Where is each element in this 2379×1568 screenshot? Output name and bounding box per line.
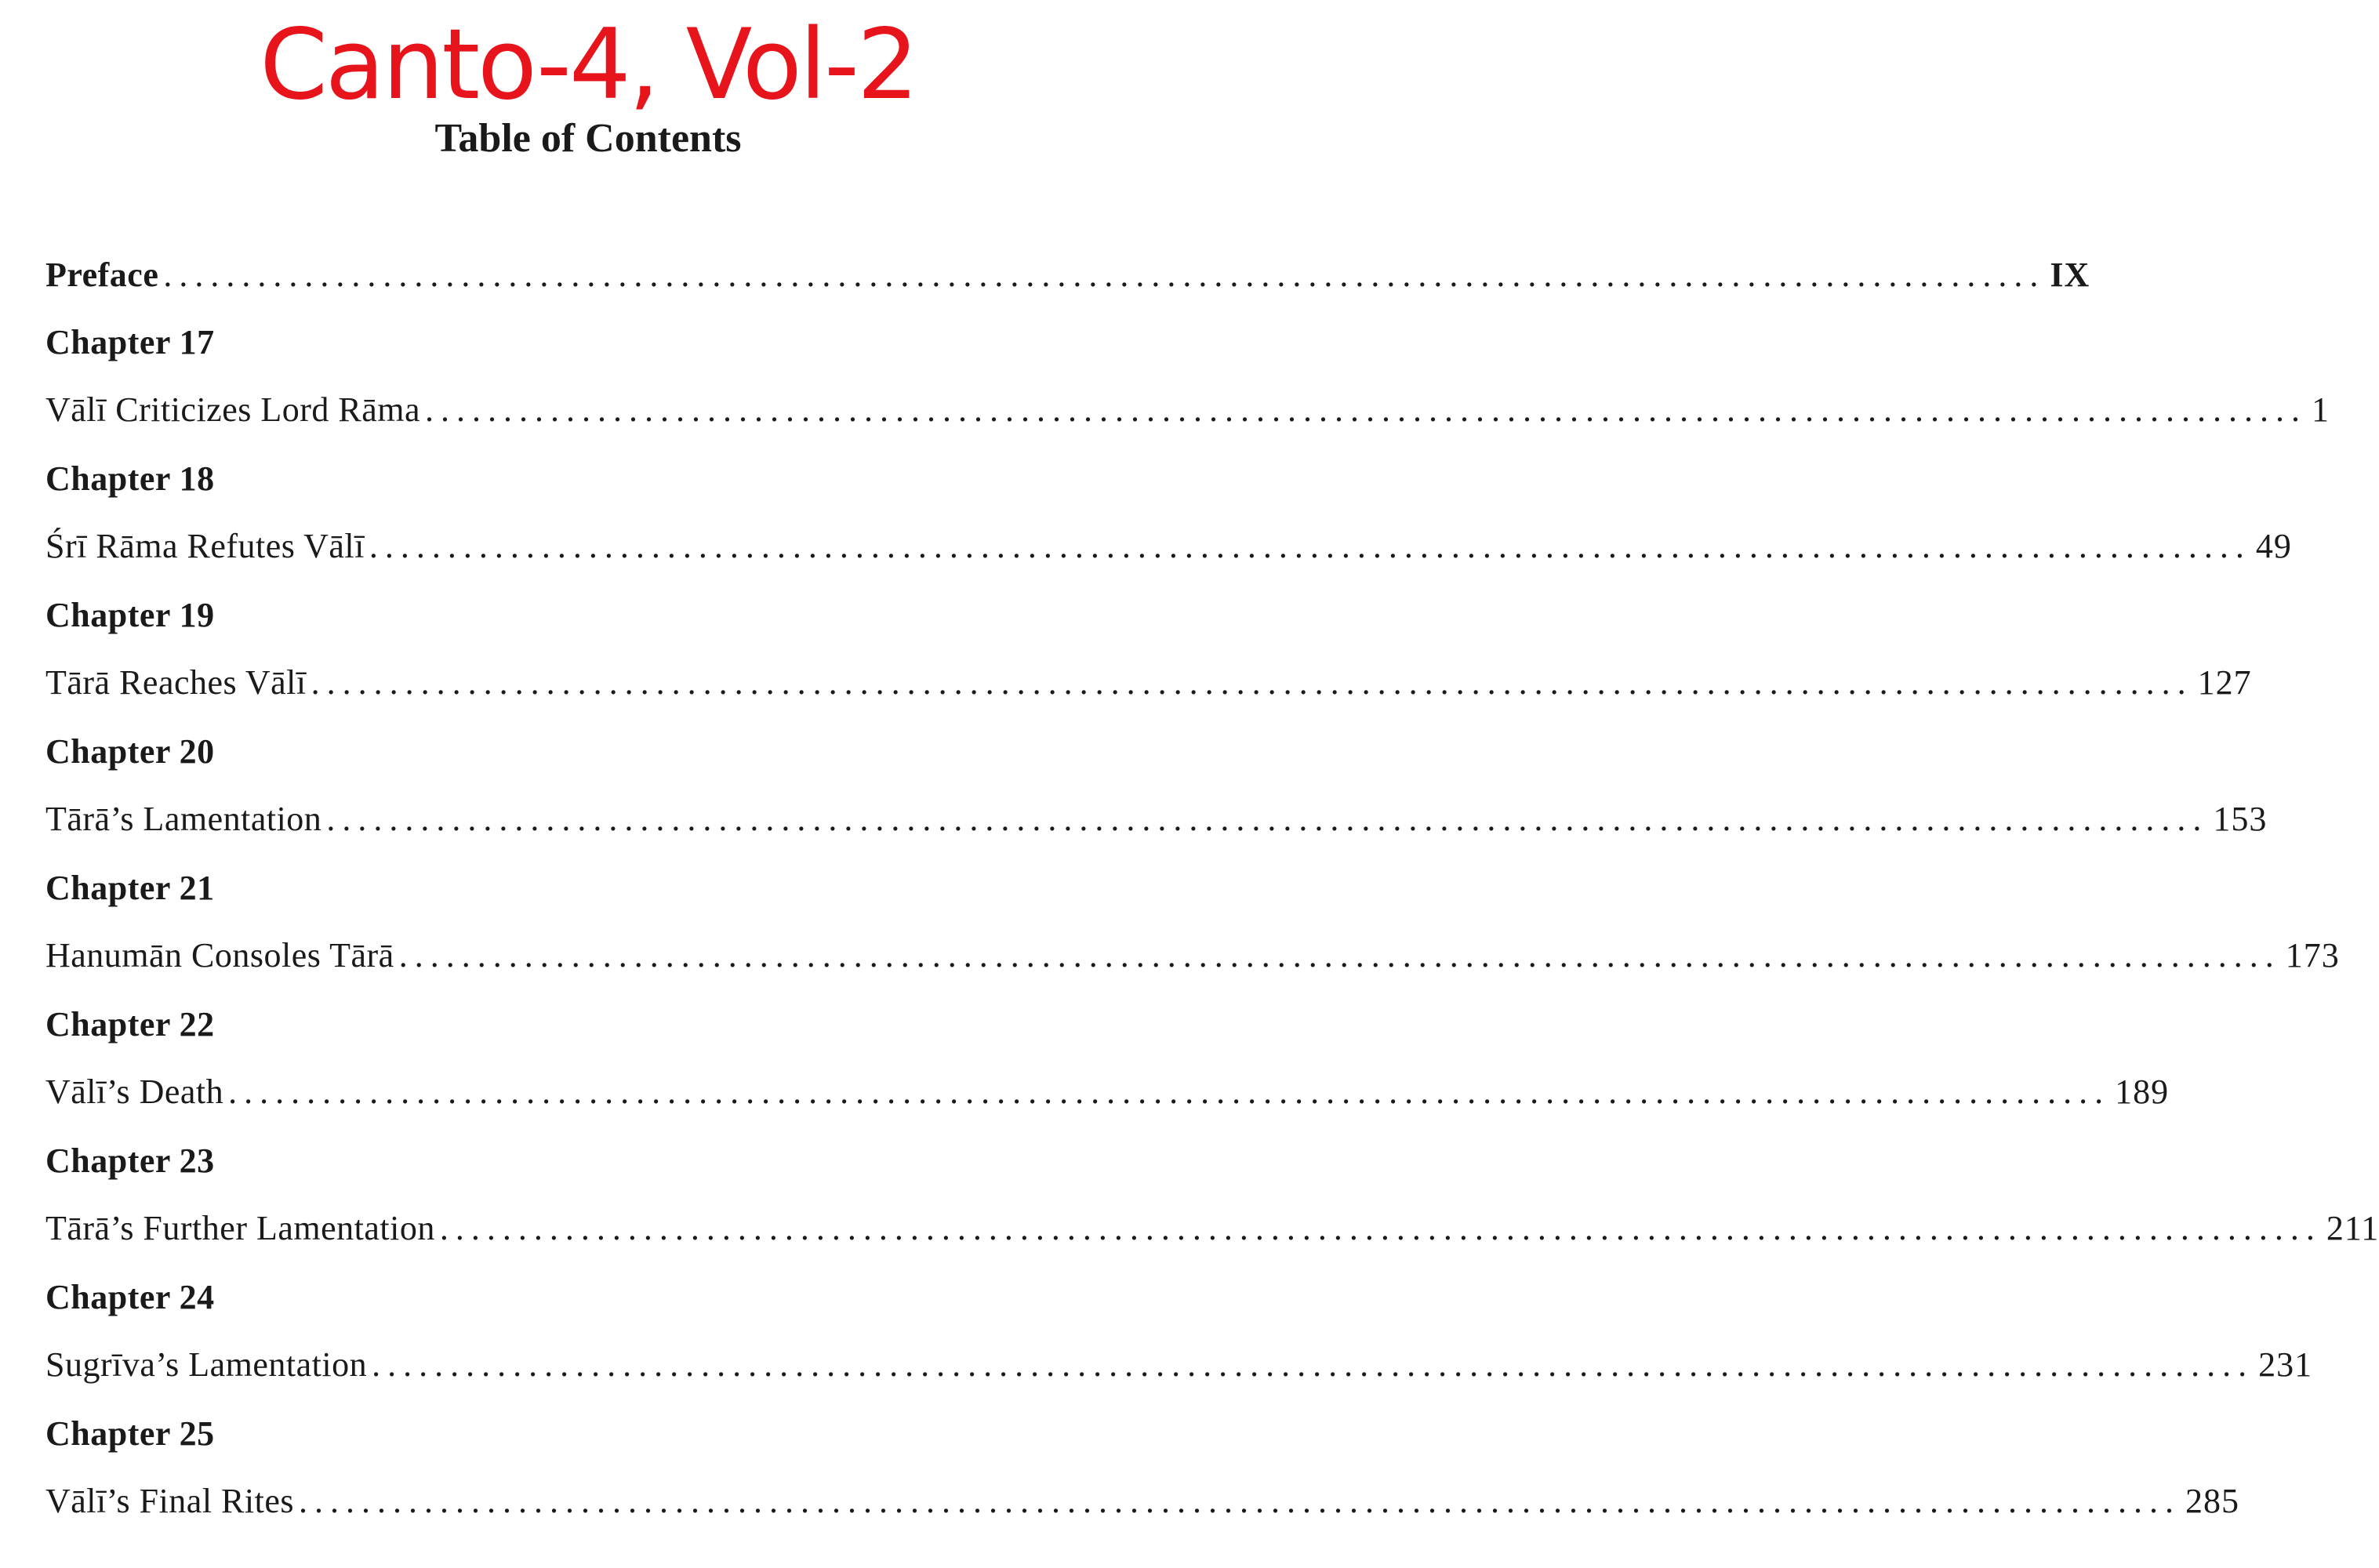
chapter-heading: Chapter 22 — [45, 1005, 215, 1044]
dot-leader: ........................................................................................................................ — [299, 1482, 2181, 1520]
chapter-heading: Chapter 23 — [45, 1142, 215, 1180]
toc-entry-title: Vālī Criticizes Lord Rāma — [45, 390, 421, 429]
chapter-heading: Chapter 21 — [45, 869, 215, 907]
toc-entry-title: Tārā’s Further Lamentation — [45, 1209, 435, 1247]
toc-entry[interactable] — [45, 930, 2340, 982]
dot-leader: ........................................................................................................................ — [163, 256, 2046, 294]
chapter-heading: Chapter 17 — [45, 323, 215, 361]
toc-entry[interactable] — [45, 1066, 2170, 1118]
dot-leader: ........................................................................................................................ — [439, 1209, 2322, 1247]
toc-heading: Table of Contents — [434, 116, 742, 161]
toc-entry-title: Tārā Reaches Vālī — [45, 663, 307, 702]
chapter-heading: Chapter 18 — [45, 459, 215, 498]
dot-leader: ........................................................................................................................ — [326, 800, 2209, 838]
toc-entry[interactable] — [45, 521, 2292, 572]
toc-entry[interactable] — [45, 1475, 2239, 1527]
toc-entry-title: Vālī’s Death — [45, 1073, 224, 1111]
toc-entry-page: 211 — [2326, 1209, 2379, 1247]
chapter-heading: Chapter 24 — [45, 1278, 215, 1316]
toc-entry-page: 49 — [2255, 527, 2292, 565]
toc-entry[interactable] — [45, 793, 2268, 845]
toc-entry[interactable] — [45, 1203, 2379, 1254]
toc-entry[interactable] — [45, 1339, 2313, 1391]
toc-entry-page: 127 — [2197, 663, 2252, 702]
toc-entry-page: 189 — [2115, 1073, 2170, 1111]
toc-entry-page: 1 — [2312, 390, 2330, 429]
toc-entry-title: Sugrīva’s Lamentation — [45, 1345, 368, 1384]
toc-entry-page: 173 — [2285, 936, 2340, 975]
toc-entry[interactable] — [45, 384, 2330, 436]
toc-entry-page: IX — [2050, 256, 2090, 294]
dot-leader: ........................................................................................................................ — [369, 527, 2251, 565]
toc-entry-preface[interactable] — [45, 249, 2090, 301]
toc-entry-title: Hanumān Consoles Tārā — [45, 936, 394, 975]
toc-entry-label: Preface — [45, 256, 159, 294]
chapter-heading: Chapter 20 — [45, 732, 215, 771]
dot-leader: ........................................................................................................................ — [228, 1073, 2111, 1111]
dot-leader: ........................................................................................................................ — [398, 936, 2281, 975]
toc-entry-page: 285 — [2185, 1482, 2239, 1520]
toc-entry-title: Vālī’s Final Rites — [45, 1482, 294, 1520]
toc-entry-title: Śrī Rāma Refutes Vālī — [45, 527, 365, 565]
dot-leader: ........................................................................................................................ — [425, 390, 2308, 429]
toc-entry[interactable] — [45, 657, 2252, 709]
dot-leader: ........................................................................................................................ — [372, 1345, 2254, 1384]
dot-leader: ........................................................................................................................ — [311, 663, 2193, 702]
chapter-heading: Chapter 25 — [45, 1414, 215, 1453]
volume-title: Canto-4, Vol-2 — [260, 9, 917, 122]
toc-entry-page: 153 — [2213, 800, 2268, 838]
toc-entry-title: Tārā’s Lamentation — [45, 800, 322, 838]
toc-entry-page: 231 — [2258, 1345, 2313, 1384]
chapter-heading: Chapter 19 — [45, 596, 215, 634]
